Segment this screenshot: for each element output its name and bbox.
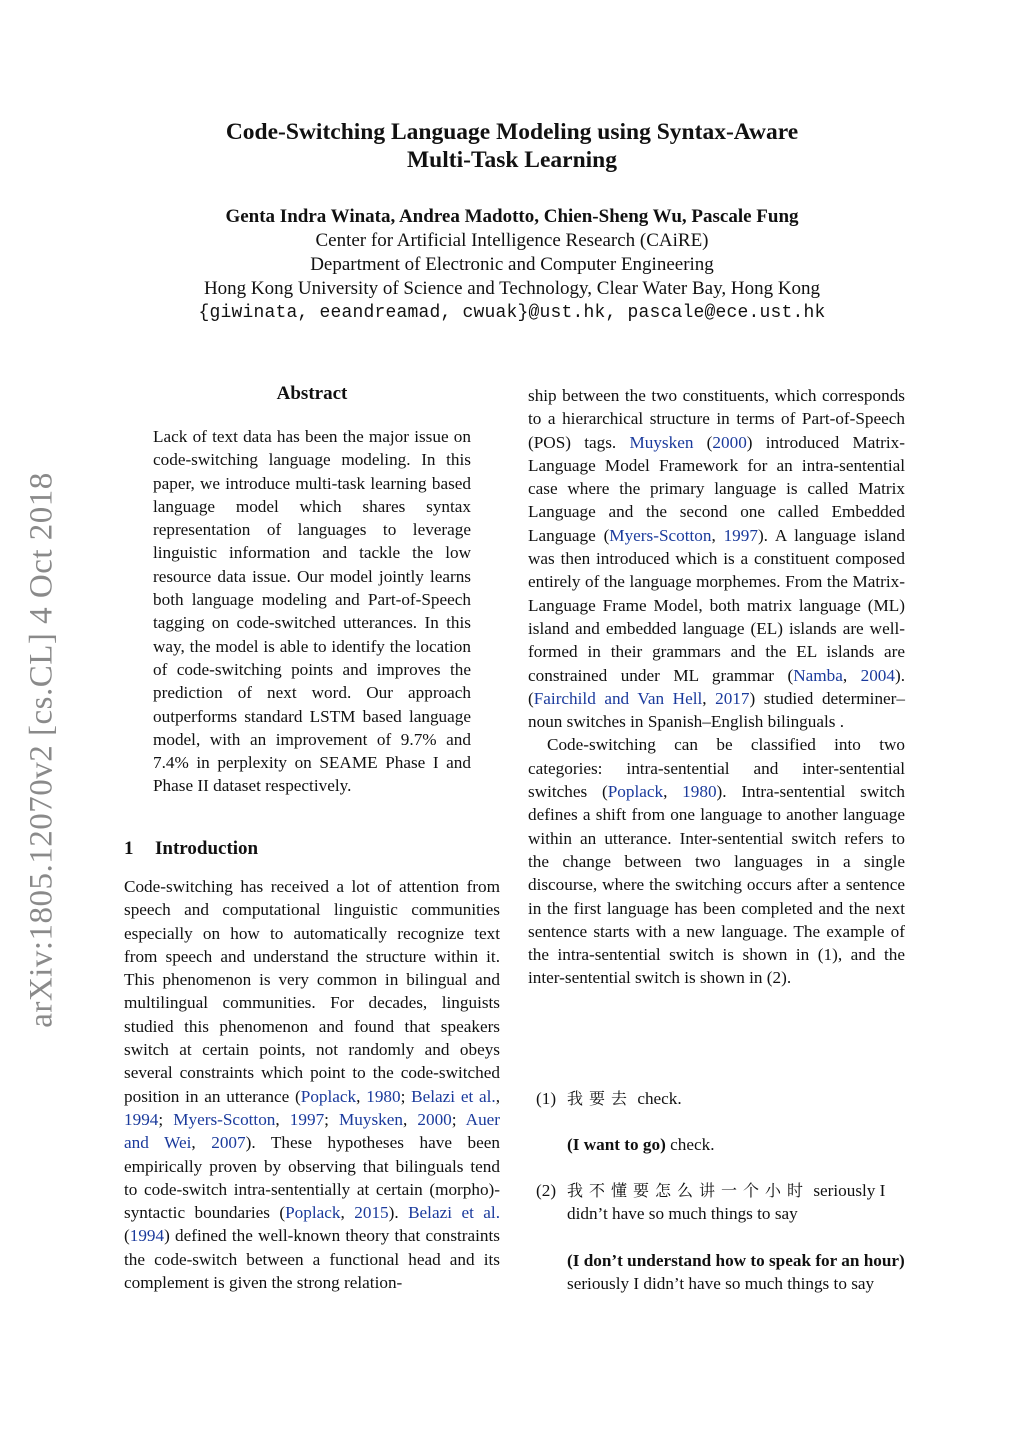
example-1: [536, 1087, 906, 1157]
example-sentence: 我要去 check.: [567, 1089, 682, 1108]
right-paragraph-1: ship between the two constituents, which corresponds to a hierarchical structure in terms of Part-of-Speech (POS) tags. Muysken (2000) introduced Matrix-Language Model Framework for an intra-sentential case where the primary language is called Matrix Language and the second one called Embedded Language (Myers-Scotton, 1997). A language island was then introduced which is a constituent composed entirely of the language morphemes. From the Matrix-Language Frame Model, both matrix language (ML) island and embedded language (EL) islands are well-formed in their grammars and the EL islands are constrained under ML grammar (Namba, 2004). (Fairchild and Van Hell, 2017) studied determiner–noun switches in Spanish–English bilinguals .: [528, 386, 906, 732]
cjk-text: 我要去: [567, 1089, 634, 1108]
affiliation-3: Hong Kong University of Science and Technology, Clear Water Bay, Hong Kong: [203, 278, 821, 299]
cjk-text: 我不懂要怎么讲一个小时: [567, 1181, 810, 1200]
section-title: Introduction: [155, 838, 259, 859]
abstract-heading: Abstract: [276, 383, 348, 404]
example-gloss: (I want to go) check.: [567, 1135, 715, 1155]
section-number: 1: [124, 838, 134, 859]
right-paragraph-2: Code-switching can be classified into two categories: intra-sentential and inter-sentential switches (Poplack, 1980). Intra-sentential switch defines a shift from one language to another language within an utterance. Inter-sentential switch refers to the change between two languages in a single discourse, where the switching occurs after a sentence in the first language has been completed and the next sentence starts with a new language. The example of the intra-sentential switch is shown in (1), and the inter-sentential switch is shown in (2).: [528, 735, 906, 988]
example-label: (2): [536, 1181, 557, 1200]
citation-link[interactable]: 1980: [682, 782, 717, 802]
example-label: (1): [536, 1089, 557, 1108]
citation-link[interactable]: Myers-Scotton: [173, 1109, 276, 1129]
example-2: [536, 1179, 906, 1295]
citation-link[interactable]: 1997: [723, 525, 758, 545]
citation-link[interactable]: Poplack: [300, 1086, 357, 1106]
author-names: Genta Indra Winata, Andrea Madotto, Chien-Sheng Wu, Pascale Fung: [225, 206, 799, 227]
citation-link[interactable]: 1994: [124, 1109, 159, 1129]
citation-link[interactable]: Belazi et al.: [411, 1086, 496, 1106]
citation-link[interactable]: Poplack: [285, 1203, 341, 1223]
abstract-text: Lack of text data has been the major issue on code-switching language modeling. In this paper, we introduce multi-task learning based language model which shares syntax representation of languages to leverage linguistic information and tackle the low resource data issue. Our model jointly learns both language modeling and Part-of-Speech tagging on code-switched utterances. In this way, the model is able to identify the location of code-switching points and improves the prediction of next word. Our approach outperforms standard LSTM based language model, with an improvement of 9.7% and 7.4% in perplexity on SEAME Phase I and Phase II dataset respectively.: [153, 427, 471, 796]
citation-link[interactable]: 1994: [129, 1226, 165, 1246]
intro-paragraph: Code-switching has received a lot of attention from speech and computational linguistic communities especially on how to automatically recognize text from speech and understand the structure within it. This phenomenon is very common in bilingual and multilingual communities. For decades, linguists studied this phenomenon and found that speakers switch at certain points, not randomly and obeys several constraints which point to the code-switched position in an utterance (Poplack, 1980; Belazi et al., 1994; Myers-Scotton, 1997; Muysken, 2000; Auer and Wei, 2007). These hypotheses have been empirically proven by observing that bilinguals tend to code-switch intra-sententially at certain (morpho)-syntactic boundaries (Poplack, 2015). Belazi et al. (1994) defined the well-known theory that constraints the code-switch between a functional head and its complement is given the strong relation-: [124, 877, 501, 1293]
citation-link[interactable]: Belazi et al.: [408, 1203, 500, 1223]
citation-link[interactable]: 2000: [712, 432, 747, 452]
author-emails: {giwinata, eeandreamad, cwuak}@ust.hk, pascale@ece.ust.hk: [198, 303, 826, 323]
citation-link[interactable]: 2000: [417, 1109, 452, 1129]
citation-link[interactable]: 2004: [860, 665, 895, 685]
citation-link[interactable]: 1980: [366, 1086, 401, 1106]
title-line-2: Multi-Task Learning: [406, 147, 618, 173]
citation-link[interactable]: Fairchild and Van Hell: [533, 688, 703, 708]
citation-link[interactable]: Myers-Scotton: [609, 525, 712, 545]
citation-link[interactable]: 2015: [354, 1203, 389, 1223]
example-sentence: 我不懂要怎么讲一个小时 seriously I didn’t have so much things to say: [567, 1181, 886, 1224]
citation-link[interactable]: Muysken: [629, 432, 694, 452]
example-gloss: (I don’t understand how to speak for an hour) seriously I didn’t have so much things to say: [567, 1250, 905, 1293]
author-block: [0, 205, 1024, 325]
title-line-1: Code-Switching Language Modeling using Syntax-Aware: [225, 119, 799, 145]
affiliation-1: Center for Artificial Intelligence Research (CAiRE): [315, 230, 709, 251]
citation-link[interactable]: 2017: [715, 688, 750, 708]
section-heading-introduction: [124, 838, 258, 860]
arxiv-id: arXiv:1805.12070v2 [cs.CL] 4 Oct 2018: [23, 472, 60, 1028]
citation-link[interactable]: Muysken: [339, 1109, 403, 1129]
citation-link[interactable]: Namba: [793, 665, 843, 685]
paper-title: [0, 118, 1024, 174]
citation-link[interactable]: Poplack: [607, 782, 664, 802]
affiliation-2: Department of Electronic and Computer Engineering: [310, 254, 714, 275]
introduction-body: [124, 875, 500, 1294]
abstract-body: [153, 425, 471, 798]
citation-link[interactable]: 2007: [211, 1133, 246, 1153]
citation-link[interactable]: 1997: [289, 1109, 325, 1129]
right-column-body: [528, 384, 905, 990]
citation-link[interactable]: Auer and Wei: [124, 1109, 501, 1153]
